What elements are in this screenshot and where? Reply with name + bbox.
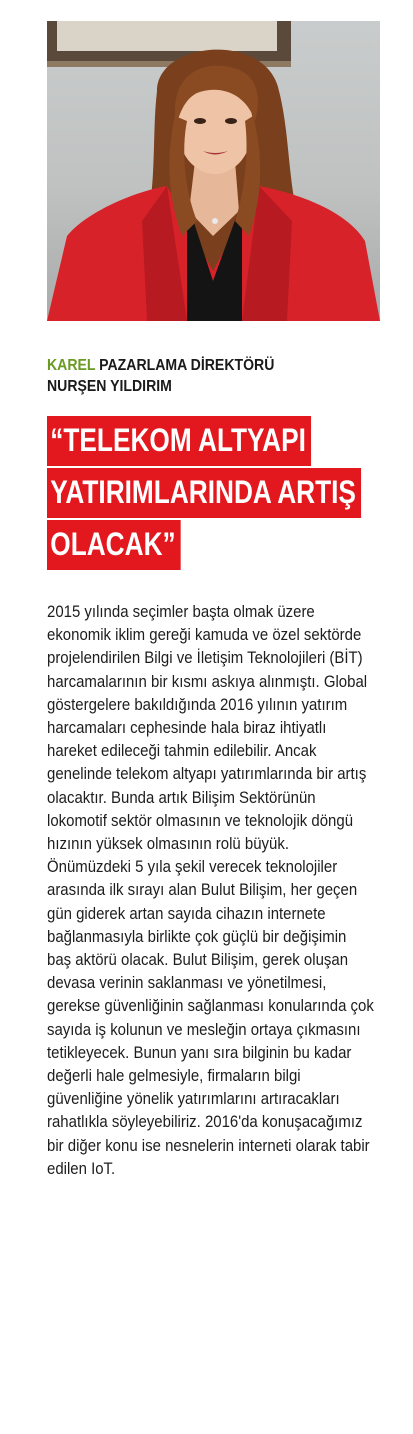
article-body (47, 600, 374, 1180)
headline-line-1: “TELEKOM ALTYAPI (47, 416, 311, 466)
article-kicker (47, 355, 346, 397)
job-title: PAZARLAMA DİREKTÖRÜ (99, 357, 275, 374)
company-name: KAREL (47, 357, 96, 374)
person-name: NURŞEN YILDIRIM (47, 378, 172, 395)
body-paragraph-2: Önümüzdeki 5 yıla şekil verecek teknolojiler arasında ilk sırayı alan Bulut Bilişim, her geçen gün giderek artan sayıda cihazın internete bağlanmasıyla birlikte çok güçlü bir değişimin baş aktörü olacak. Bulut Bilişim, gerek oluşan devasa verinin saklanması ve yönetilmesi, gerekse güvenliğinin sağlanması konularında çok sayıda iş kolunun ve mesleğin ortaya çıkmasını tetikleyecek. Bunun yanı sıra bilginin bu kadar değerli hale gelmesiyle, firmaların bilgi güvenliğine yönelik yatırımlarını artıracakları rahatlıkla söyleyebiliriz. 2016'da konuşacağımız bir diğer konu ise nesnelerin interneti olarak tabir edilen IoT. (47, 857, 374, 1178)
headline-line-3: OLACAK” (47, 520, 181, 570)
headline-line-2: YATIRIMLARINDA ARTIŞ (47, 468, 361, 518)
kicker-title-line (47, 355, 346, 376)
portrait-photo (47, 21, 380, 321)
portrait-illustration (47, 21, 380, 321)
body-paragraph-1: 2015 yılında seçimler başta olmak üzere ekonomik iklim gereği kamuda ve özel sektörde projelendirilen Bilgi ve İletişim Teknolojileri (BİT) harcamalarının bir kısmı askıya alınmıştı. Global göstergelere bakıldığında 2016 yılının yatırım harcamaları cephesinde hala biraz ihtiyatlı hareket edileceği tahmin edilebilir. Ancak genelinde telekom altyapı yatırımlarında bir artış olacaktır. Bunda artık Bilişim Sektörünün lokomotif sektör olmasının ve teknolojik döngü hızının yüksek olmasının rolü büyük. (47, 602, 368, 854)
